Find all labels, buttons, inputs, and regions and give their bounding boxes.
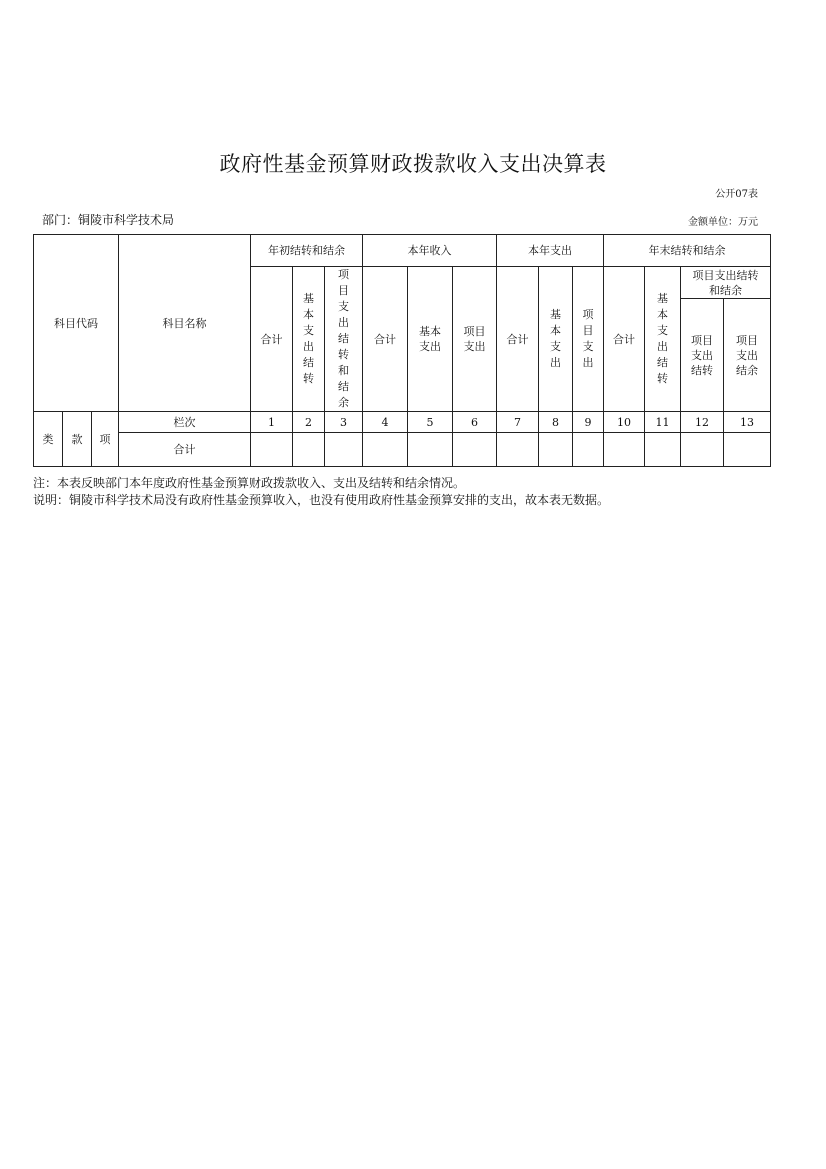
column-number: 6 [453,412,497,433]
code-part-item: 项 [92,412,119,467]
header-expense-total: 合计 [497,267,539,412]
form-code: 公开07表 [715,189,758,200]
header-opening-project-carry-surplus [325,267,363,412]
total-row-cell [645,433,681,467]
wrapped-text: 基本支出 [419,325,441,353]
vertical-text: 项目支出 [582,308,594,369]
vertical-text: 基本支出结转 [657,292,668,385]
wrapped-text: 项目支出结转和结余 [692,268,759,297]
header-group-opening: 年初结转和结余 [251,235,363,267]
total-row-cell [453,433,497,467]
header-group-expense: 本年支出 [497,235,604,267]
notes [33,475,609,509]
total-row-cell [539,433,573,467]
column-number: 7 [497,412,539,433]
header-income-basic [408,267,453,412]
header-closing-project-carry [681,299,724,412]
vertical-text: 项目支出结转和结余 [338,268,349,409]
header-expense-basic [539,267,573,412]
total-row-cell [293,433,325,467]
total-row-cell [724,433,771,467]
vertical-text: 基本支出结转 [303,292,314,385]
header-subject-code: 科目代码 [34,235,119,412]
header-closing-basic-carry [645,267,681,412]
total-row-cell [251,433,293,467]
header-closing-project-surplus [724,299,771,412]
column-number: 4 [363,412,408,433]
column-number: 13 [724,412,771,433]
column-number: 5 [408,412,453,433]
header-group-closing: 年末结转和结余 [604,235,771,267]
wrapped-text: 项目支出 [463,325,486,353]
column-number: 2 [293,412,325,433]
code-part-section: 款 [63,412,92,467]
vertical-text: 基本支出 [550,308,561,369]
column-number: 10 [604,412,645,433]
header-closing-total: 合计 [604,267,645,412]
header-expense-project [573,267,604,412]
column-number: 11 [645,412,681,433]
page-title: 政府性基金预算财政拨款收入支出决算表 [219,152,607,176]
column-number: 12 [681,412,724,433]
wrapped-text: 项目支出结余 [736,333,758,377]
header-subject-name: 科目名称 [119,235,251,412]
wrapped-text: 项目支出结转 [691,333,713,377]
row-index-label: 栏次 [119,412,251,433]
header-opening-total: 合计 [251,267,293,412]
column-number: 1 [251,412,293,433]
column-number: 8 [539,412,573,433]
total-row-label: 合计 [119,433,251,467]
budget-table [33,234,771,467]
column-number: 9 [573,412,604,433]
total-row-cell [408,433,453,467]
explanation-text: 说明：铜陵市科学技术局没有政府性基金预算收入，也没有使用政府性基金预算安排的支出，故本表无数据。 [33,493,610,507]
code-part-category: 类 [34,412,63,467]
department-label: 部门：铜陵市科学技术局 [42,213,175,227]
header-closing-project-group [681,267,771,299]
total-row-cell [573,433,604,467]
total-row-cell [497,433,539,467]
note-text: 注：本表反映部门本年度政府性基金预算财政拨款收入、支出及结转和结余情况。 [33,476,466,490]
header-opening-basic-carry [293,267,325,412]
header-income-project [453,267,497,412]
total-row-cell [363,433,408,467]
total-row-cell [604,433,645,467]
total-row-cell [325,433,363,467]
amount-unit-label: 金额单位：万元 [688,217,758,228]
column-number: 3 [325,412,363,433]
header-group-income: 本年收入 [363,235,497,267]
total-row-cell [681,433,724,467]
header-income-total: 合计 [363,267,408,412]
